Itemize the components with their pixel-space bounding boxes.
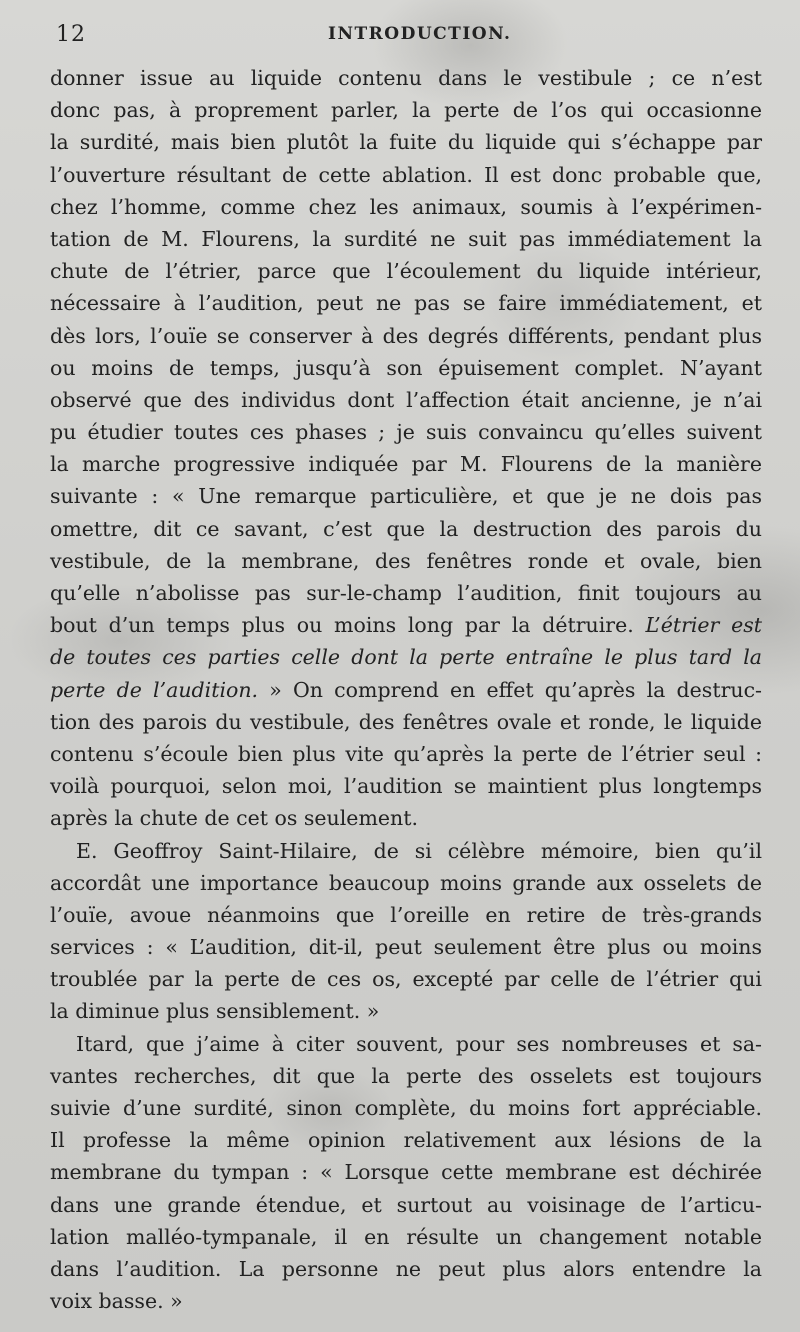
- text-line: de toutes ces parties celle dont la perte entraîne le plus tard la: [50, 645, 762, 670]
- text-line: vantes recherches, dit que la perte des osselets est toujours: [50, 1063, 762, 1088]
- text-line: dans une grande étendue, et surtout au voisinage de l’articu-: [50, 1192, 762, 1217]
- text-span: » On comprend en effet qu’après la destruc-: [269, 677, 762, 702]
- text-line: l’ouverture résultant de cette ablation. Il est donc probable que,: [50, 162, 762, 187]
- page-header: [0, 18, 800, 48]
- text-line: la diminue plus sensiblement. »: [50, 999, 380, 1024]
- text-line: [50, 609, 762, 641]
- text-line: après la chute de cet os seulement.: [50, 806, 418, 831]
- text-line: voilà pourquoi, selon moi, l’audition se maintient plus longtemps: [50, 774, 762, 799]
- text-line: tion des parois du vestibule, des fenêtres ovale et ronde, le liquide: [50, 709, 762, 734]
- text-line: pu étudier toutes ces phases ; je suis convaincu qu’elles suivent: [50, 420, 762, 445]
- text-line: contenu s’écoule bien plus vite qu’après la perte de l’étrier seul :: [50, 741, 762, 766]
- italic-span: perte de l’audition.: [50, 677, 259, 702]
- text-line: vestibule, de la membrane, des fenêtres ronde et ovale, bien: [50, 548, 762, 573]
- text-line: nécessaire à l’audition, peut ne pas se faire immédiatement, et: [50, 291, 762, 316]
- text-line: observé que des individus dont l’affection était ancienne, je n’ai: [50, 387, 762, 412]
- text-line: tation de M. Flourens, la surdité ne suit pas immédiatement la: [50, 226, 762, 251]
- text-line: la marche progressive indiquée par M. Flourens de la manière: [50, 452, 762, 477]
- text-span: bout d’un temps plus ou moins long par la détruire.: [50, 613, 634, 638]
- text-line: accordât une importance beaucoup moins grande aux osselets de: [50, 870, 762, 895]
- text-line: membrane du tympan : « Lorsque cette membrane est déchirée: [50, 1160, 762, 1185]
- text-line: Il professe la même opinion relativement aux lésions de la: [50, 1128, 762, 1153]
- running-title: INTRODUCTION.: [328, 24, 512, 44]
- text-line: suivante : « Une remarque particulière, et que je ne dois pas: [50, 484, 762, 509]
- text-line: donner issue au liquide contenu dans le vestibule ; ce n’est: [50, 66, 762, 90]
- text-line: ou moins de temps, jusqu’à son épuisement complet. N’ayant: [50, 355, 762, 380]
- text-line: lation malléo-tympanale, il en résulte un changement notable: [50, 1224, 762, 1249]
- text-line: dès lors, l’ouïe se conserver à des degrés différents, pendant plus: [50, 323, 762, 348]
- text-line: l’ouïe, avoue néanmoins que l’oreille en retire de très-grands: [50, 902, 762, 927]
- body-text: [50, 62, 762, 1317]
- text-line: [50, 674, 762, 706]
- text-line: Itard, que j’aime à citer souvent, pour ses nombreuses et sa-: [76, 1031, 762, 1056]
- italic-span: L’étrier est: [645, 613, 762, 638]
- text-line: qu’elle n’abolisse pas sur-le-champ l’audition, finit toujours au: [50, 581, 762, 605]
- text-line: E. Geoffroy Saint-Hilaire, de si célèbre mémoire, bien qu’il: [76, 838, 762, 863]
- text-line: chez l’homme, comme chez les animaux, soumis à l’expérimen-: [50, 194, 762, 219]
- text-line: chute de l’étrier, parce que l’écoulement du liquide intérieur,: [50, 259, 762, 284]
- text-line: services : « L’audition, dit-il, peut seulement être plus ou moins: [50, 935, 762, 960]
- text-line: omettre, dit ce savant, c’est que la destruction des parois du: [50, 516, 762, 541]
- text-line: troublée par la perte de ces os, excepté par celle de l’étrier qui: [50, 967, 762, 992]
- text-line: suivie d’une surdité, sinon complète, du moins fort appréciable.: [50, 1096, 762, 1120]
- text-line: dans l’audition. La personne ne peut plus alors entendre la: [50, 1256, 762, 1281]
- text-line: donc pas, à proprement parler, la perte de l’os qui occasionne: [50, 98, 762, 123]
- text-line: la surdité, mais bien plutôt la fuite du liquide qui s’échappe par: [50, 130, 762, 155]
- text-line: voix basse. »: [50, 1289, 183, 1314]
- page-number: 12: [56, 22, 86, 47]
